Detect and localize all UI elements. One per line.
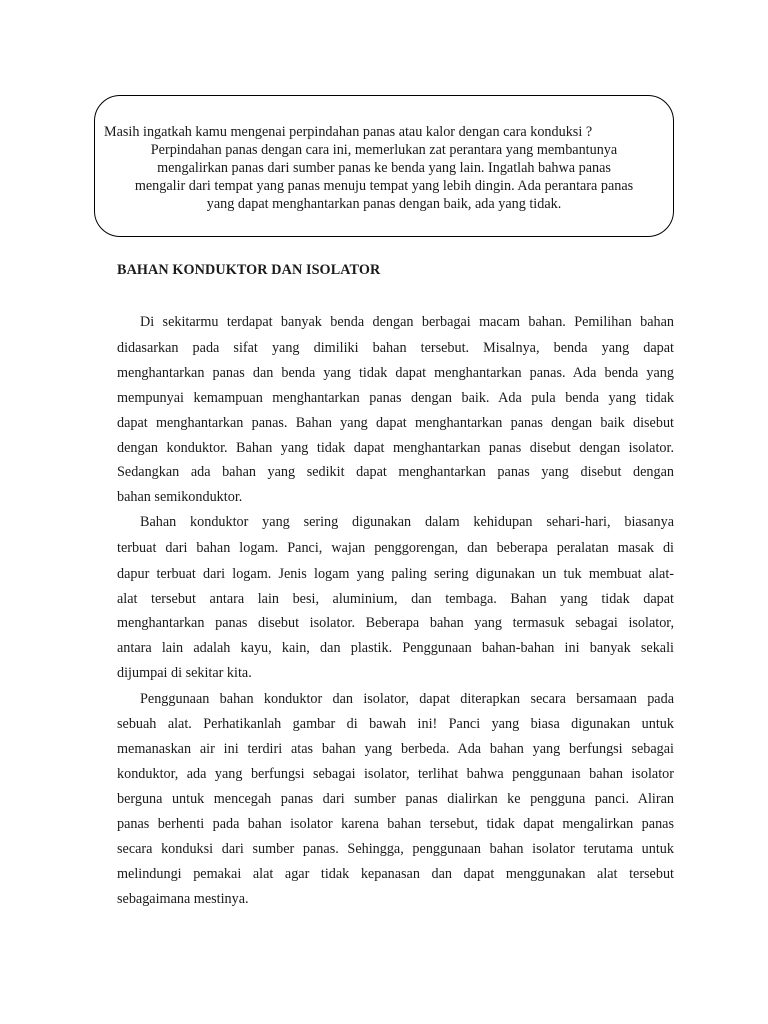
paragraph-1-line: menghantarkan panas dan benda yang tidak dapat menghantarkan panas. Ada benda yang — [117, 365, 674, 381]
paragraph-3-line: memanaskan air ini terdiri atas bahan yang berbeda. Ada bahan yang berfungsi sebagai — [117, 741, 674, 757]
callout-line-1: Masih ingatkah kamu mengenai perpindahan panas atau kalor dengan cara konduksi ? — [104, 124, 593, 140]
paragraph-2-line: dapur terbuat dari logam. Jenis logam yang paling sering digunakan un tuk membuat alat- — [117, 566, 674, 582]
paragraph-3-line: sebuah alat. Perhatikanlah gambar di bawah ini! Panci yang biasa digunakan untuk — [117, 716, 674, 732]
paragraph-3-line: Penggunaan bahan konduktor dan isolator, dapat diterapkan secara bersamaan pada — [140, 691, 674, 707]
paragraph-1-line: didasarkan pada sifat yang dimiliki bahan tersebut. Misalnya, benda yang dapat — [117, 340, 674, 356]
paragraph-2-line: terbuat dari bahan logam. Panci, wajan penggorengan, dan beberapa peralatan masak di — [117, 540, 674, 556]
callout-line-2: Perpindahan panas dengan cara ini, memerlukan zat perantara yang membantunya — [150, 142, 618, 158]
paragraph-3-line: secara konduksi dari sumber panas. Sehingga, penggunaan bahan isolator terutama untuk — [117, 841, 674, 857]
paragraph-1-line: dengan konduktor. Bahan yang tidak dapat menghantarkan panas disebut dengan isolator. — [117, 440, 674, 456]
paragraph-2-line: antara lain adalah kayu, kain, dan plastik. Penggunaan bahan-bahan ini banyak sekali — [117, 640, 674, 656]
paragraph-2-line: Bahan konduktor yang sering digunakan dalam kehidupan sehari-hari, biasanya — [140, 514, 674, 530]
paragraph-1-line: Di sekitarmu terdapat banyak benda dengan berbagai macam bahan. Pemilihan bahan — [140, 314, 674, 330]
paragraph-3-line: konduktor, ada yang berfungsi sebagai isolator, terlihat bahwa penggunaan bahan isolator — [117, 766, 674, 782]
paragraph-1-line: dapat menghantarkan panas. Bahan yang dapat menghantarkan panas dengan baik disebut — [117, 415, 674, 431]
paragraph-2-line: alat tersebut antara lain besi, aluminium, dan tembaga. Bahan yang tidak dapat — [117, 591, 674, 607]
paragraph-1-line: bahan semikonduktor. — [117, 489, 243, 505]
paragraph-3-line: panas berhenti pada bahan isolator karena bahan tersebut, tidak dapat mengalirkan panas — [117, 816, 674, 832]
paragraph-1-line: mempunyai kemampuan menghantarkan panas dengan baik. Ada pula benda yang tidak — [117, 390, 674, 406]
paragraph-1-line: Sedangkan ada bahan yang sedikit dapat menghantarkan panas yang disebut dengan — [117, 464, 674, 480]
paragraph-2-line: menghantarkan panas disebut isolator. Beberapa bahan yang termasuk sebagai isolator, — [117, 615, 674, 631]
callout-line-3: mengalirkan panas dari sumber panas ke benda yang lain. Ingatlah bahwa panas — [157, 160, 611, 176]
paragraph-3-line: melindungi pemakai alat agar tidak kepanasan dan dapat menggunakan alat tersebut — [117, 866, 674, 882]
paragraph-3-line: sebagaimana mestinya. — [117, 891, 249, 907]
callout-line-4: mengalir dari tempat yang panas menuju tempat yang lebih dingin. Ada perantara panas — [134, 178, 634, 194]
callout-line-5: yang dapat menghantarkan panas dengan baik, ada yang tidak. — [206, 196, 562, 212]
paragraph-3-line: berguna untuk mencegah panas dari sumber panas dialirkan ke pengguna panci. Aliran — [117, 791, 674, 807]
paragraph-2-line: dijumpai di sekitar kita. — [117, 665, 252, 681]
section-heading: BAHAN KONDUKTOR DAN ISOLATOR — [117, 262, 381, 278]
